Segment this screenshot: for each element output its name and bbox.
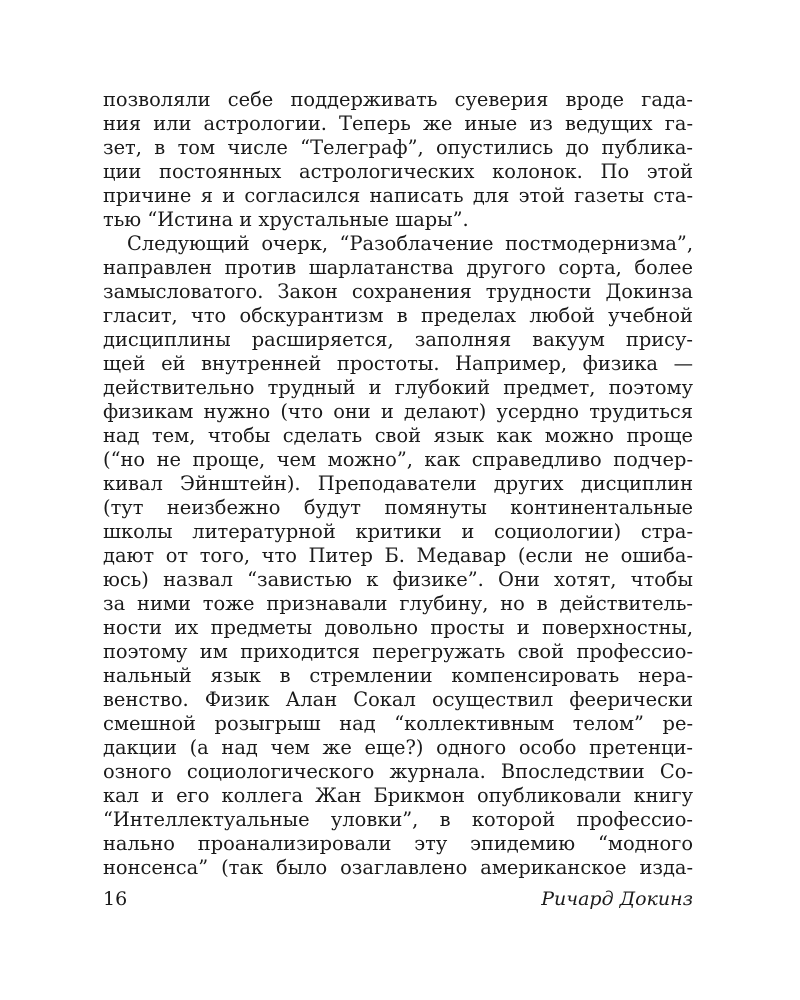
text-line-17: кивал Эйнштейн). Преподаватели других дисциплин [103,472,693,495]
text-line-31: “Интеллектуальные уловки”, в которой профессио- [103,808,693,831]
text-line-19: школы литературной критики и социологии) стра- [103,520,693,543]
text-line-18: (тут неизбежно будут помянуты континентальные [103,496,693,519]
text-line-5: причине я и согласился написать для этой газеты ста- [103,184,693,207]
text-line-4: ции постоянных астрологических колонок. По этой [103,160,693,183]
text-line-22: за ними тоже признавали глубину, но в действитель- [103,592,693,615]
text-line-12: щей ей внутренней простоты. Например, физика — [103,352,693,375]
body-text [103,88,693,880]
text-line-30: кал и его коллега Жан Брикмон опубликовали книгу [103,784,693,807]
page-footer [103,885,693,913]
text-line-27: смешной розыгрыш над “коллективным телом” ре- [103,712,693,735]
text-line-33: нонсенса” (так было озаглавлено американское изда- [103,856,693,879]
text-line-14: физикам нужно (что они и делают) усердно трудиться [103,400,693,423]
text-line-32: нально проанализировали эту эпидемию “модного [103,832,693,855]
text-line-29: озного социологического журнала. Впоследствии Со- [103,760,693,783]
text-line-28: дакции (а над чем же еще?) одного особо претенци- [103,736,693,759]
text-line-11: дисциплины расширяется, заполняя вакуум прису- [103,328,693,351]
text-line-9: замысловатого. Закон сохранения трудности Докинза [103,280,693,303]
text-line-24: поэтому им приходится перегружать свой профессио- [103,640,693,663]
text-line-20: дают от того, что Питер Б. Медавар (если не ошиба- [103,544,693,567]
text-line-8: направлен против шарлатанства другого сорта, более [103,256,693,279]
text-line-2: ния или астрологии. Теперь же иные из ведущих га- [103,112,693,135]
text-line-16: (“но не проще, чем можно”, как справедливо подчер- [103,448,693,471]
running-author: Ричард Докинз [541,888,693,910]
text-line-10: гласит, что обскурантизм в пределах любой учебной [103,304,693,327]
page-number: 16 [103,888,128,910]
text-line-26: венство. Физик Алан Сокал осуществил феерически [103,688,693,711]
text-line-13: действительно трудный и глубокий предмет, поэтому [103,376,693,399]
text-line-1: позволяли себе поддерживать суеверия вроде гада- [103,88,693,111]
text-line-15: над тем, чтобы сделать свой язык как можно проще [103,424,693,447]
text-line-25: нальный язык в стремлении компенсировать нера- [103,664,693,687]
text-line-23: ности их предметы довольно просты и поверхностны, [103,616,693,639]
text-line-7: Следующий очерк, “Разоблачение постмодернизма”, [127,232,693,255]
text-line-6: тью “Истина и хрустальные шары”. [103,208,469,231]
text-line-3: зет, в том числе “Телеграф”, опустились до публика- [103,136,693,159]
text-line-21: юсь) назвал “завистью к физике”. Они хотят, чтобы [103,568,693,591]
